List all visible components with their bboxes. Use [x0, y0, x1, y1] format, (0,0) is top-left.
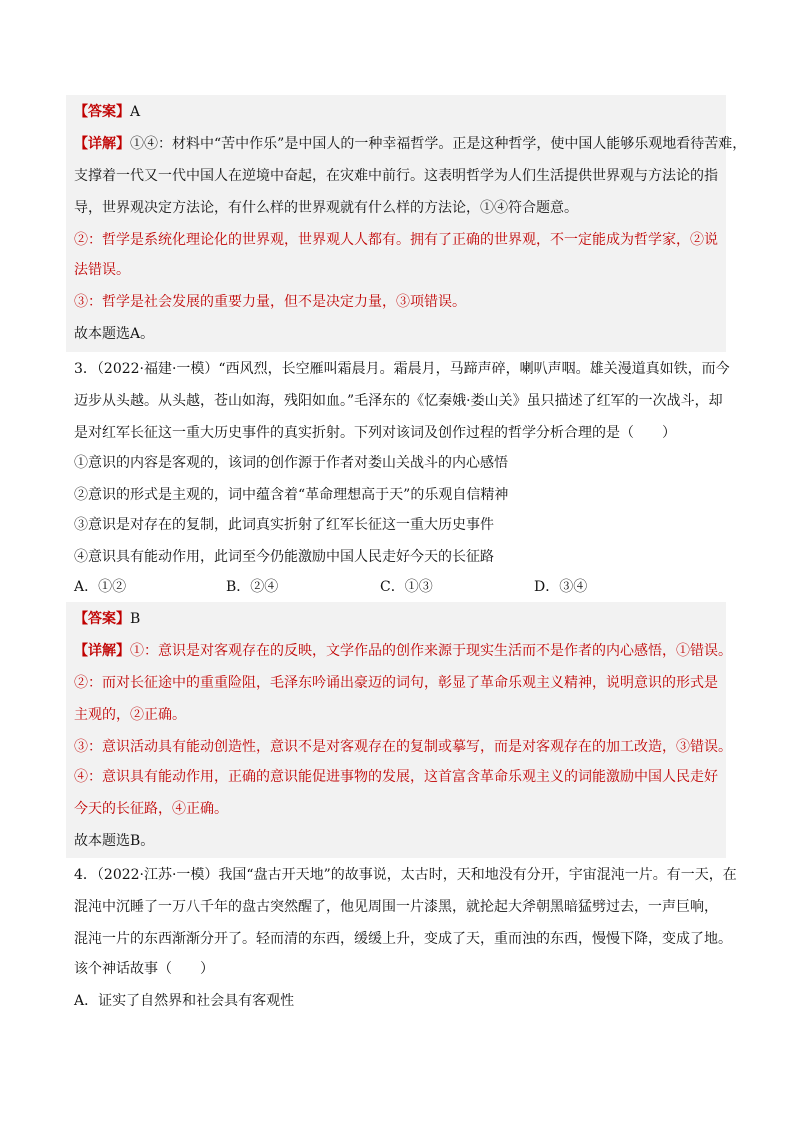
detail-line-5: ④：意识具有能动作用，正确的意识能促进事物的发展，这首富含革命乐观主义的词能激励中国人民走好 [74, 769, 718, 785]
answer-line [74, 103, 726, 121]
item-2: ②意识的形式是主观的，词中蕴含着“革命理想高于天”的乐观自信精神 [74, 487, 509, 503]
question-3 [66, 352, 730, 602]
answer-tag: 【答案】 [74, 104, 130, 120]
answer-value: B [130, 611, 141, 627]
detail-line-1 [74, 642, 732, 660]
stem-line-2: 混沌中沉睡了一万八千年的盘古突然醒了，他见周围一片漆黑，就抡起大斧朝黑暗猛劈过去，一声巨响， [74, 899, 718, 915]
detail-text: ①④：材料中“苦中作乐”是中国人的一种幸福哲学。正是这种哲学，使中国人能够乐观地看待苦难， [130, 136, 747, 152]
detail-line-3: 主观的，②正确。 [74, 707, 186, 723]
stem-line-3: 混沌一片的东西渐渐分开了。轻而清的东西，缓缓上升，变成了天，重而浊的东西，慢慢下降，变成了地。 [74, 931, 732, 947]
option-a: A．①② [74, 579, 127, 595]
detail-text: ①：意识是对客观存在的反映，文学作品的创作来源于现实生活而不是作者的内心感悟，①错误。 [130, 643, 732, 659]
option-d: D．③④ [534, 579, 588, 595]
answer-block-1 [66, 95, 747, 352]
stem-line-3: 是对红军长征这一重大历史事件的真实折射。下列对该词及创作过程的哲学分析合理的是（ ） [74, 425, 676, 441]
item-4: ④意识具有能动作用，此词至今仍能激励中国人民走好今天的长征路 [74, 549, 494, 565]
detail-line-2: ②：而对长征途中的重重险阻，毛泽东吟诵出豪迈的词句，彰显了革命乐观主义精神，说明意识的形式是 [74, 675, 718, 691]
detail-line-2: 支撑着一代又一代中国人在逆境中奋起，在灾难中前行。这表明哲学为人们生活提供世界观与方法论的指 [74, 168, 718, 184]
stem-line-1: 3．（2022·福建·一模）“西风烈，长空雁叫霜晨月。霜晨月，马蹄声碎，喇叭声咽。雄关漫道真如铁，而今 [74, 361, 730, 377]
answer-block-2 [66, 602, 732, 858]
red-line-3: ③：哲学是社会发展的重要力量，但不是决定力量，③项错误。 [74, 294, 466, 310]
detail-line-6: 今天的长征路，④正确。 [74, 801, 228, 817]
answer-tag: 【答案】 [74, 611, 130, 627]
stem-line-2: 迈步从头越。从头越，苍山如海，残阳如血。”毛泽东的《忆秦娥·娄山关》虽只描述了红军的一次战斗，却 [74, 393, 723, 409]
detail-tag: 【详解】 [74, 643, 130, 659]
option-a: A．证实了自然界和社会具有客观性 [74, 993, 295, 1009]
red-line-1: ②：哲学是系统化理论化的世界观，世界观人人都有。拥有了正确的世界观，不一定能成为哲学家，②说 [74, 232, 718, 248]
item-1: ①意识的内容是客观的，该词的创作源于作者对娄山关战斗的内心感悟 [74, 455, 508, 471]
option-b: B．②④ [226, 579, 279, 595]
stem-line-4: 该个神话故事（ ） [74, 961, 214, 977]
stem-line-1: 4．（2022·江苏·一模）我国“盘古开天地”的故事说，太古时，天和地没有分开，宇宙混沌一片。有一天，在 [74, 867, 737, 883]
conclusion: 故本题选A。 [74, 326, 155, 342]
answer-line [74, 610, 726, 628]
detail-line-3: 导，世界观决定方法论，有什么样的世界观就有什么样的方法论，①④符合题意。 [74, 200, 578, 216]
item-3: ③意识是对存在的复制，此词真实折射了红军长征这一重大历史事件 [74, 517, 494, 533]
detail-line-4: ③：意识活动具有能动创造性，意识不是对客观存在的复制或摹写，而是对客观存在的加工改造，③错误。 [74, 739, 732, 755]
detail-line-1 [74, 135, 747, 153]
conclusion: 故本题选B。 [74, 833, 155, 849]
detail-tag: 【详解】 [74, 136, 130, 152]
answer-value: A [130, 104, 141, 120]
red-line-2: 法错误。 [74, 262, 130, 278]
option-c: C．①③ [380, 579, 433, 595]
question-4 [66, 858, 737, 1018]
